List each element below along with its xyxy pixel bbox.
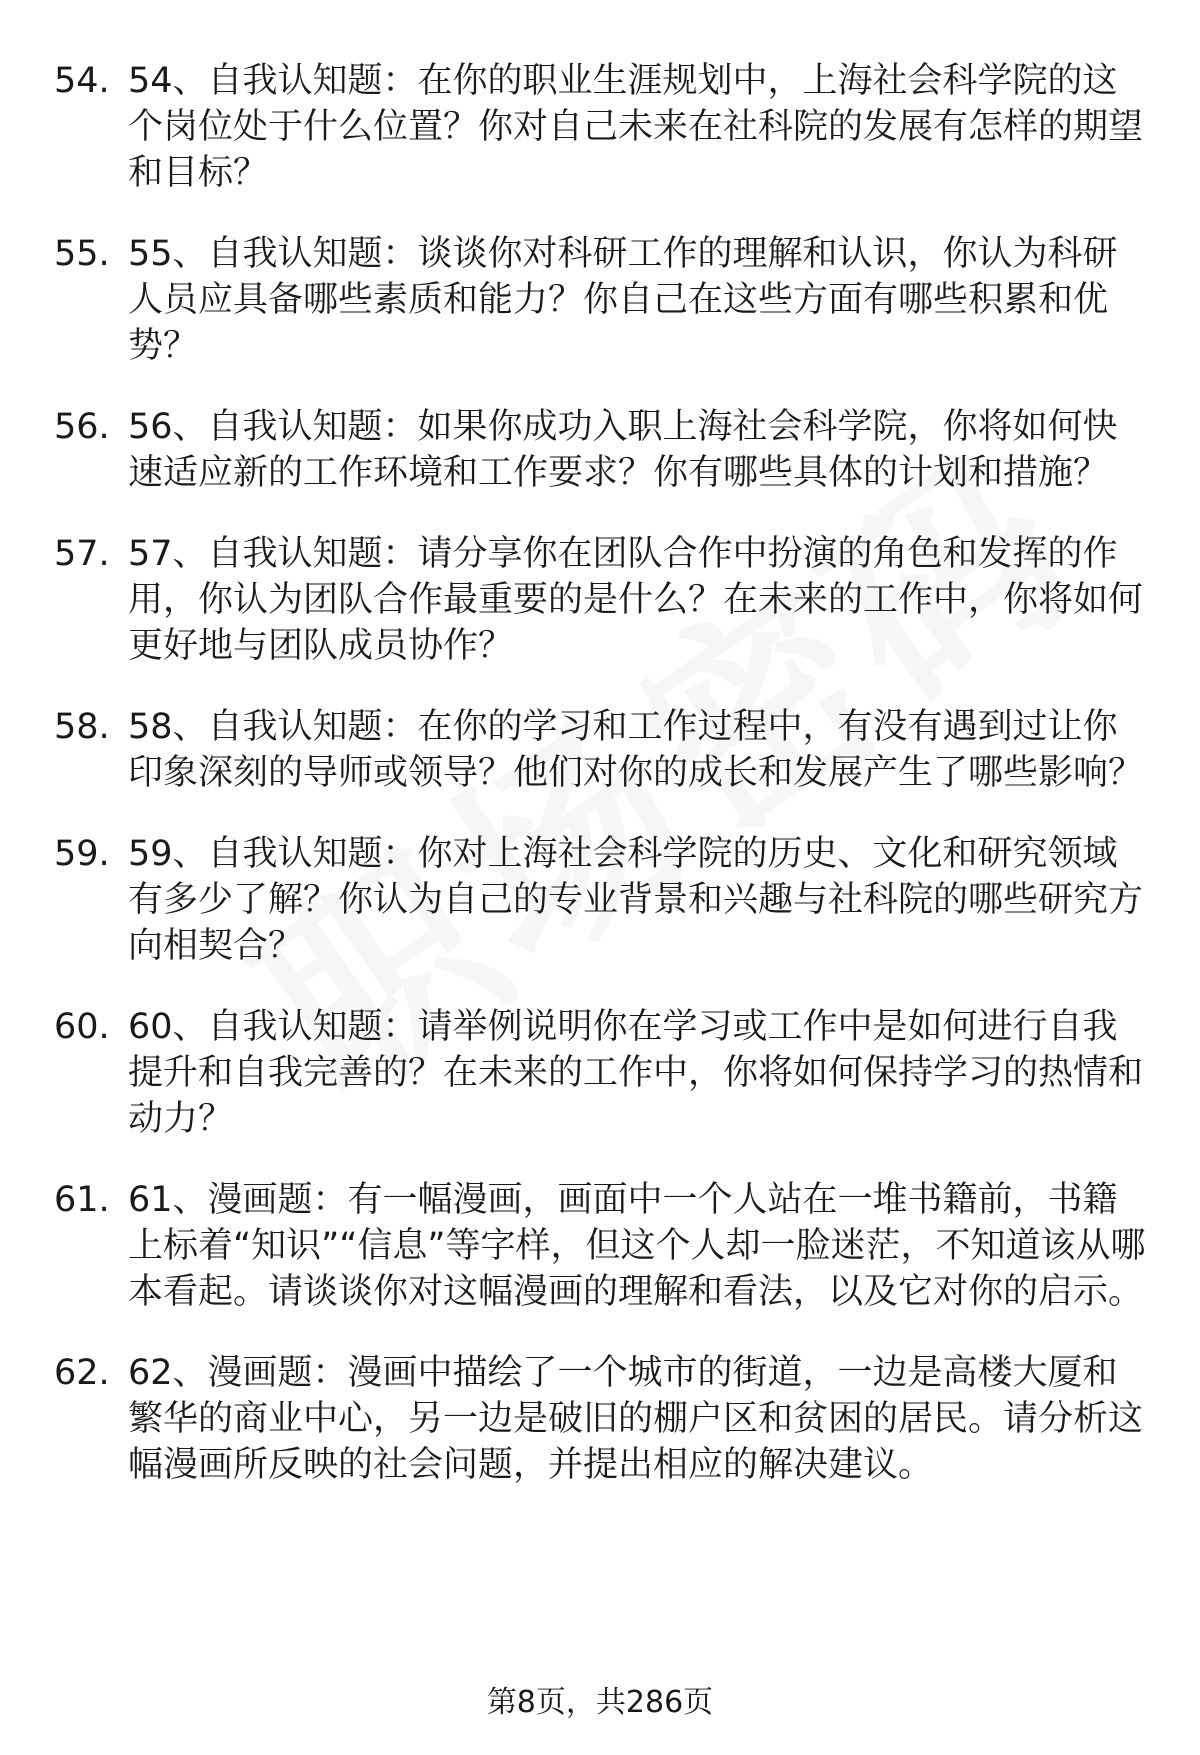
question-text: 61、漫画题：有一幅漫画，画面中一个人站在一堆书籍前，书籍上标着“知识”“信息”等字样，但这个人却一脸迷茫，不知道该从哪本看起。请谈谈你对这幅漫画的理解和看法，以及它对你的启示。 xyxy=(128,1180,1146,1312)
page-footer: 第8页，共286页 xyxy=(486,1685,714,1720)
question-number: 57. xyxy=(54,534,110,574)
question-text: 62、漫画题：漫画中描绘了一个城市的街道，一边是高楼大厦和繁华的商业中心，另一边是破旧的棚户区和贫困的居民。请分析这幅漫画所反映的社会问题，并提出相应的解决建议。 xyxy=(128,1353,1144,1485)
question-item xyxy=(0,831,1200,969)
question-text: 57、自我认知题：请分享你在团队合作中扮演的角色和发挥的作用，你认为团队合作最重要的是什么？在未来的工作中，你将如何更好地与团队成员协作？ xyxy=(128,534,1144,666)
question-number: 60. xyxy=(54,1007,110,1047)
question-item xyxy=(0,58,1200,196)
question-item xyxy=(0,231,1200,369)
question-text: 55、自我认知题：谈谈你对科研工作的理解和认识，你认为科研人员应具备哪些素质和能力？你自己在这些方面有哪些积累和优势？ xyxy=(128,234,1118,366)
question-item xyxy=(0,704,1200,796)
question-number: 54. xyxy=(54,61,110,101)
question-text: 56、自我认知题：如果你成功入职上海社会科学院，你将如何快速适应新的工作环境和工作要求？你有哪些具体的计划和措施？ xyxy=(128,407,1118,493)
question-number: 62. xyxy=(54,1353,110,1393)
question-item xyxy=(0,1177,1200,1315)
question-item xyxy=(0,404,1200,496)
question-item xyxy=(0,1004,1200,1142)
question-number: 61. xyxy=(54,1180,110,1220)
question-item xyxy=(0,1350,1200,1488)
question-item xyxy=(0,531,1200,669)
question-number: 55. xyxy=(54,234,110,274)
question-text: 59、自我认知题：你对上海社会科学院的历史、文化和研究领域有多少了解？你认为自己的专业背景和兴趣与社科院的哪些研究方向相契合？ xyxy=(128,834,1144,966)
question-text: 60、自我认知题：请举例说明你在学习或工作中是如何进行自我提升和自我完善的？在未来的工作中，你将如何保持学习的热情和动力？ xyxy=(128,1007,1144,1139)
question-text: 54、自我认知题：在你的职业生涯规划中，上海社会科学院的这个岗位处于什么位置？你对自己未来在社科院的发展有怎样的期望和目标？ xyxy=(128,61,1144,193)
question-text: 58、自我认知题：在你的学习和工作过程中，有没有遇到过让你印象深刻的导师或领导？他们对你的成长和发展产生了哪些影响？ xyxy=(128,707,1144,793)
question-list xyxy=(0,58,1200,1523)
question-number: 59. xyxy=(54,834,110,874)
question-number: 58. xyxy=(54,707,110,747)
question-number: 56. xyxy=(54,407,110,447)
